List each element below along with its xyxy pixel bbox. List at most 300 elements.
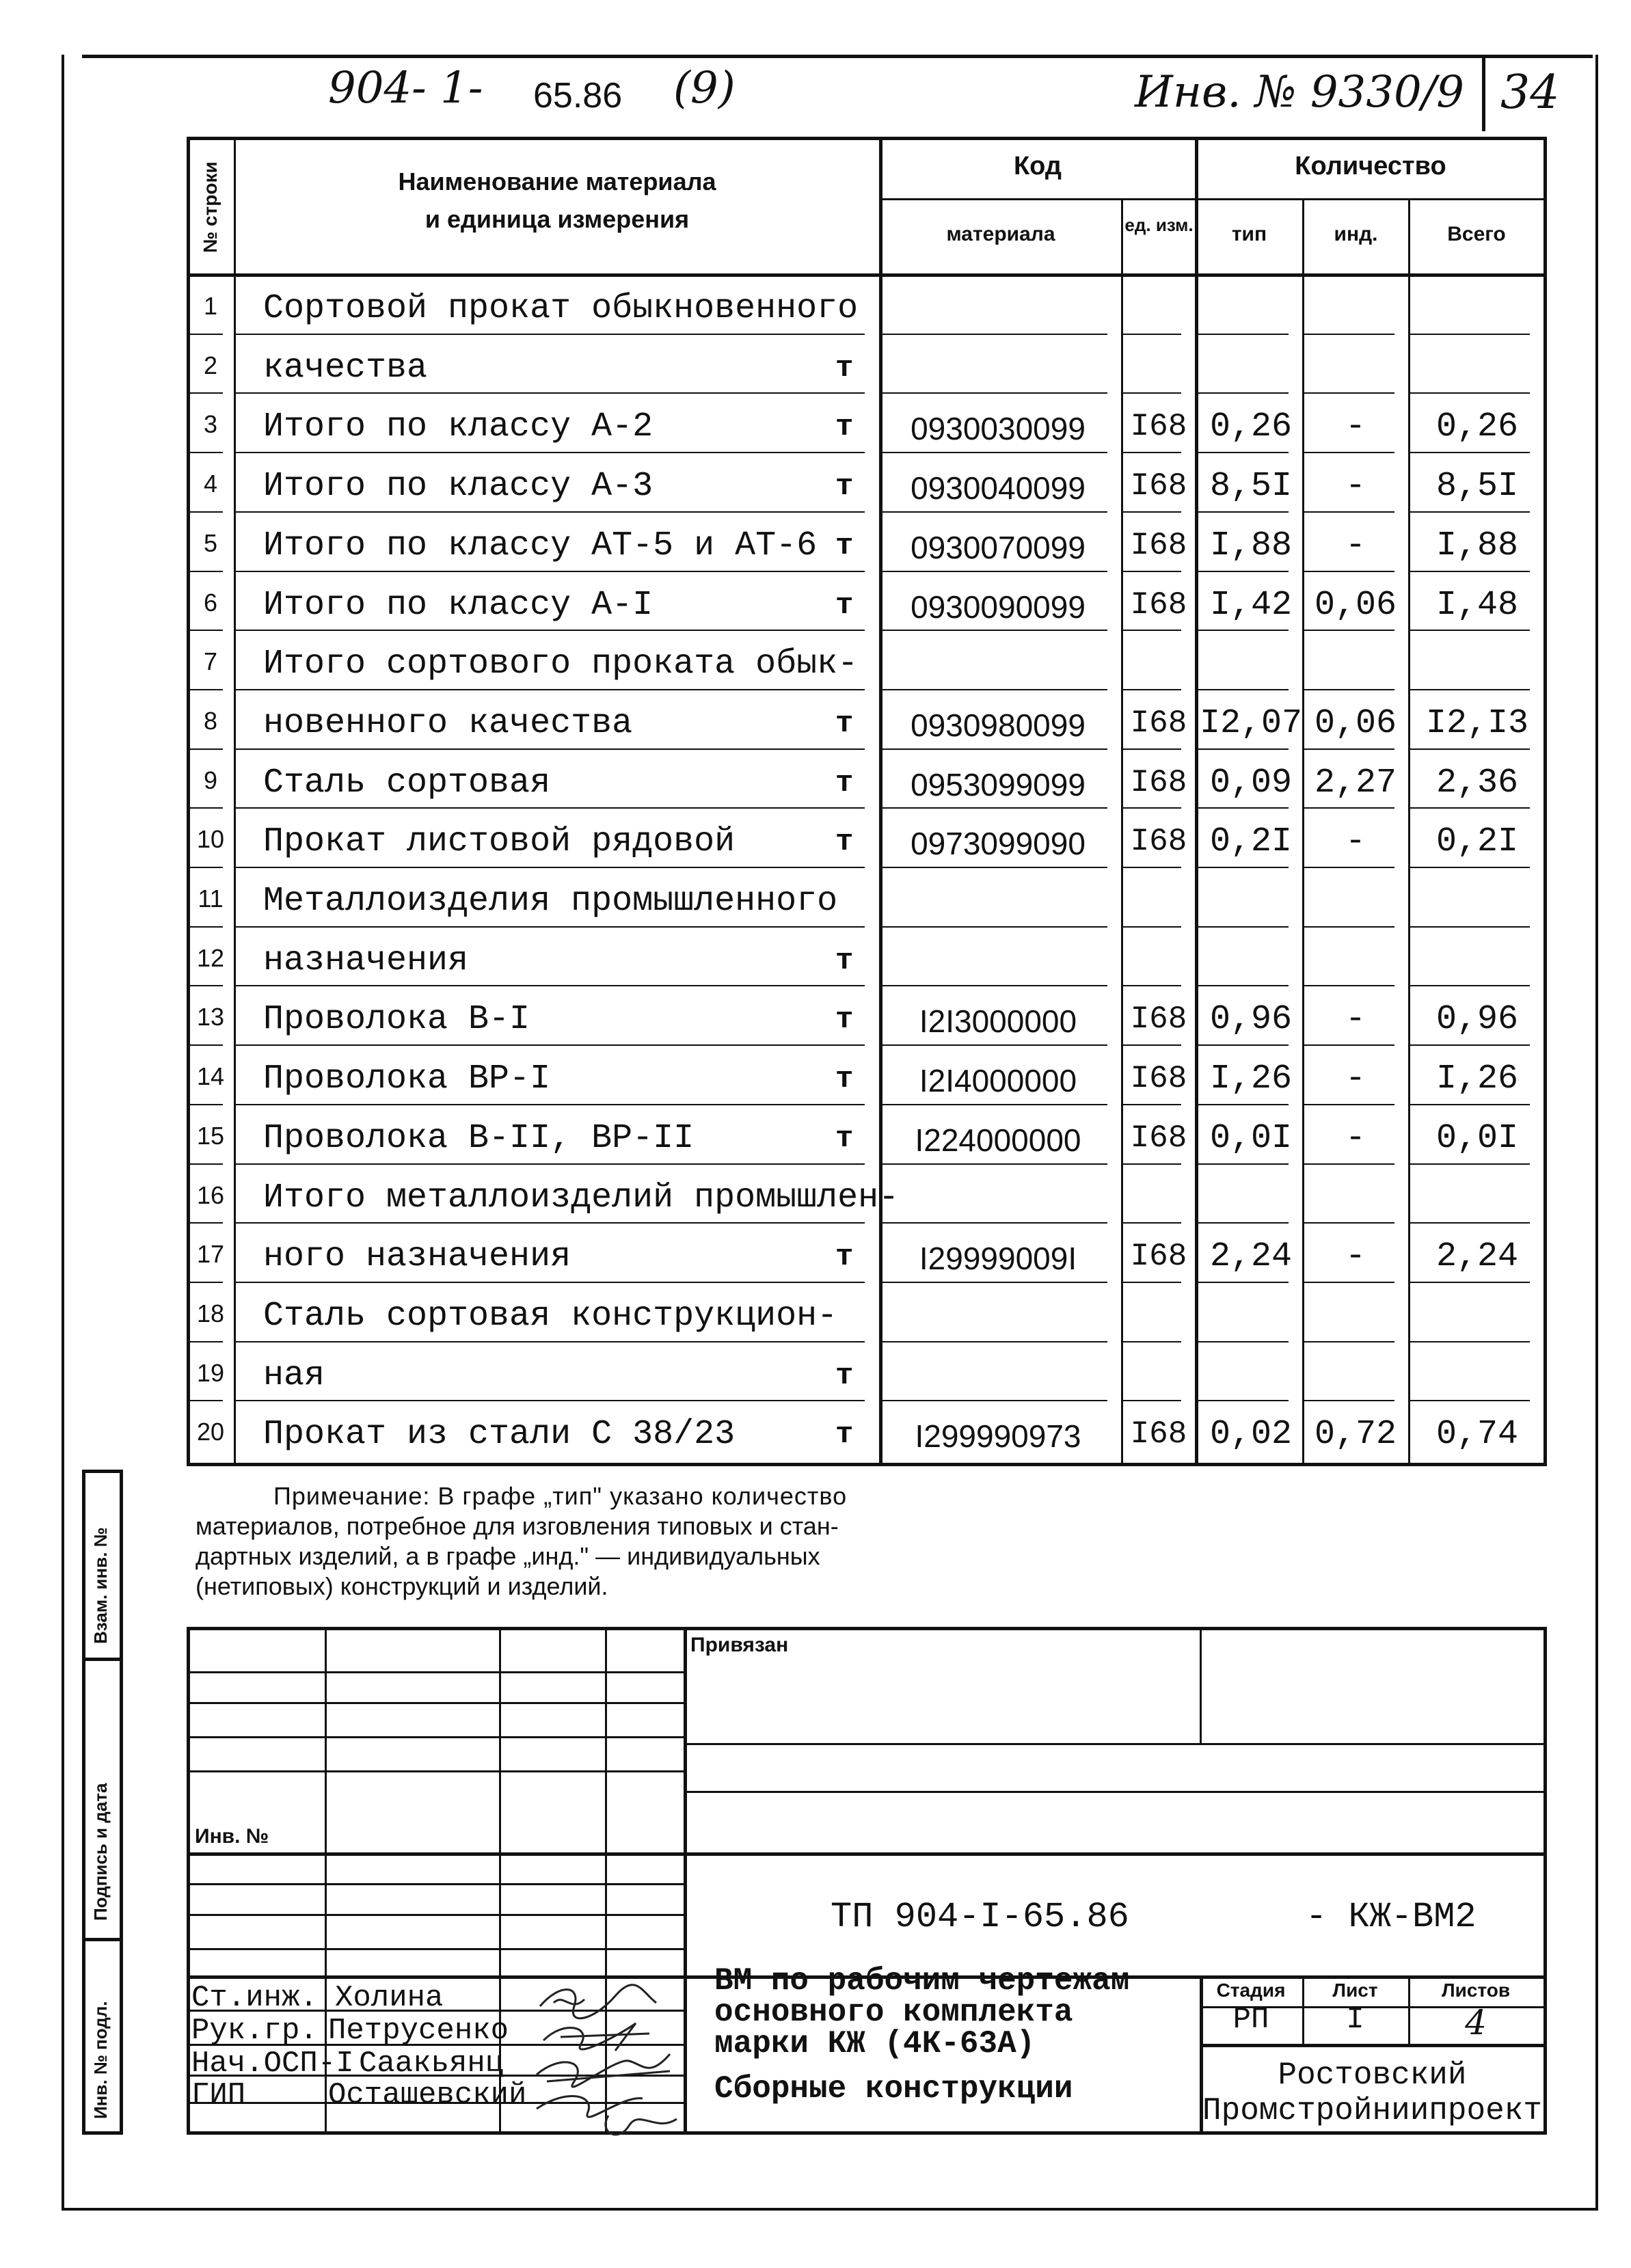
qty-total: I,88 xyxy=(1435,526,1519,565)
unit-code: I68 xyxy=(1130,1120,1187,1156)
row-separator xyxy=(882,689,1107,690)
row-number: 19 xyxy=(196,1358,225,1387)
row-number: 13 xyxy=(196,1003,225,1031)
material-code: 0973099090 xyxy=(911,826,1086,862)
side-strip-bottom xyxy=(82,2131,123,2135)
qty-ind: 0,06 xyxy=(1314,703,1397,743)
unit-of-measure: т xyxy=(835,1240,854,1275)
unit-of-measure: т xyxy=(835,766,854,800)
row-number: 2 xyxy=(203,351,218,379)
row-number: 8 xyxy=(203,706,218,735)
row-separator xyxy=(236,1222,865,1224)
title-line3: марки КЖ (4К-63А) xyxy=(714,2026,1036,2062)
row-separator xyxy=(189,452,223,453)
qty-typ: 0,2I xyxy=(1209,822,1293,862)
row-separator xyxy=(189,807,223,809)
row-separator xyxy=(882,452,1107,453)
person-name: Саакьянц xyxy=(359,2047,504,2081)
stamp-top xyxy=(187,1627,1547,1630)
row-separator xyxy=(1304,1044,1394,1046)
material-name: Итого по классу А-3 xyxy=(263,467,653,507)
title-line4: Сборные конструкции xyxy=(714,2071,1073,2107)
qty-total: 0,26 xyxy=(1435,407,1519,447)
material-code: 0930070099 xyxy=(911,529,1086,565)
row-separator xyxy=(1304,511,1394,513)
stage-value: РП xyxy=(1232,2003,1269,2037)
privyazan-line2 xyxy=(684,1791,1545,1793)
row-separator xyxy=(1410,1044,1530,1046)
row-separator xyxy=(189,985,223,986)
qty-ind: - xyxy=(1345,1237,1366,1277)
row-separator xyxy=(1410,1104,1530,1105)
qty-ind: - xyxy=(1345,822,1366,862)
row-number: 15 xyxy=(196,1121,225,1150)
qty-typ: 0,96 xyxy=(1209,1000,1293,1040)
unit-code: I68 xyxy=(1130,764,1187,800)
material-code: I29999009I xyxy=(919,1241,1077,1277)
row-separator xyxy=(882,1341,1107,1342)
unit-of-measure: т xyxy=(835,1358,854,1393)
qty-ind: - xyxy=(1345,1000,1366,1040)
row-separator xyxy=(189,1282,223,1283)
row-separator xyxy=(1197,392,1289,394)
row-separator xyxy=(882,867,1107,868)
unit-code: I68 xyxy=(1130,468,1187,504)
row-separator xyxy=(1123,1222,1181,1224)
note-line1: Примечание: В графе „тип" указано количество xyxy=(273,1482,848,1510)
row-separator xyxy=(189,571,223,572)
row-separator xyxy=(236,630,865,631)
material-code: 0953099099 xyxy=(911,766,1086,802)
ind-header: инд. xyxy=(1334,223,1378,245)
note-line2: материалов, потребное для изговления типовых и стан- xyxy=(196,1512,839,1540)
row-separator xyxy=(1197,807,1289,809)
row-separator xyxy=(1410,1222,1530,1224)
row-separator xyxy=(1123,452,1181,453)
row-separator xyxy=(236,926,865,928)
inv-podl-label: Инв. № подл. xyxy=(90,2001,111,2119)
doc-number-prefix: 904- 1- xyxy=(328,63,483,113)
col-sep-rownum xyxy=(234,137,236,1463)
title-line1: ВМ по рабочим чертежам xyxy=(714,1963,1130,1999)
row-separator xyxy=(1123,926,1181,928)
qty-ind: 0,72 xyxy=(1314,1415,1397,1455)
row-separator xyxy=(1304,985,1394,986)
sheet-label: Лист xyxy=(1332,1980,1378,2001)
stamp-row-line xyxy=(187,1883,684,1885)
row-separator xyxy=(189,511,223,513)
material-name: Итого металлоизделий промышлен- xyxy=(263,1178,900,1217)
qty-typ: I,88 xyxy=(1209,526,1293,565)
qty-ind: - xyxy=(1345,1059,1366,1099)
table-bottom-border xyxy=(187,1463,1547,1466)
person-name: Холина xyxy=(335,1981,444,2015)
material-name: Сталь сортовая xyxy=(263,763,551,802)
row-separator xyxy=(882,392,1107,394)
row-separator xyxy=(189,1163,223,1165)
row-separator xyxy=(189,1341,223,1342)
qty-typ: 0,0I xyxy=(1209,1118,1293,1158)
person-role: Рук.гр. xyxy=(191,2014,318,2048)
row-separator xyxy=(1197,1104,1289,1105)
row-separator xyxy=(1197,689,1289,690)
row-number: 16 xyxy=(196,1180,225,1209)
stamp-row-line xyxy=(187,1671,684,1673)
material-name: Итого сортового проката обык- xyxy=(263,645,859,684)
row-separator xyxy=(1410,511,1530,513)
person-name: Осташевский xyxy=(328,2078,527,2112)
name-header-line1: Наименование материала xyxy=(398,167,716,195)
material-code: I299990973 xyxy=(915,1418,1081,1455)
qty-total: 0,0I xyxy=(1435,1118,1519,1158)
row-separator xyxy=(1410,985,1530,986)
person-role: Нач.ОСП-I xyxy=(191,2047,354,2081)
row-separator xyxy=(1304,1222,1394,1224)
row-separator xyxy=(1410,1282,1530,1283)
material-name: Прокат из стали С 38/23 xyxy=(263,1415,736,1455)
row-separator xyxy=(236,867,865,868)
row-separator xyxy=(1304,689,1394,690)
row-separator xyxy=(882,748,1107,750)
row-separator xyxy=(189,392,223,394)
row-separator xyxy=(236,571,865,572)
material-name: Проволока ВР-I xyxy=(263,1059,551,1099)
unit-of-measure: т xyxy=(835,1003,854,1038)
qty-ind: - xyxy=(1345,467,1366,507)
material-name: Прокат листовой рядовой xyxy=(263,822,736,862)
total-header: Всего xyxy=(1447,223,1506,245)
row-separator xyxy=(1304,926,1394,928)
row-number: 5 xyxy=(203,528,218,557)
unit-code: I68 xyxy=(1130,527,1187,563)
row-number: 11 xyxy=(198,885,224,913)
qty-typ: 0,09 xyxy=(1209,763,1293,802)
row-separator xyxy=(1304,748,1394,750)
stamp-col4 xyxy=(684,1627,687,2133)
row-separator xyxy=(189,748,223,750)
row-number: 4 xyxy=(203,470,218,498)
sheet-number: 34 xyxy=(1500,66,1560,120)
qty-typ: 0,02 xyxy=(1209,1415,1293,1455)
material-name: Итого по классу А-I xyxy=(263,585,653,625)
row-separator xyxy=(189,867,223,868)
row-separator xyxy=(236,807,865,809)
row-separator xyxy=(236,1104,865,1105)
row-separator xyxy=(189,630,223,631)
unit-of-measure: т xyxy=(835,410,854,445)
header-bottom-border xyxy=(187,273,1547,277)
row-number: 9 xyxy=(203,766,218,794)
row-separator xyxy=(1197,926,1289,928)
podpis-data-label: Подпись и дата xyxy=(90,1783,111,1921)
row-separator xyxy=(1197,630,1289,631)
row-separator xyxy=(236,334,865,335)
unit-code: I68 xyxy=(1130,824,1187,860)
row-separator xyxy=(1197,1400,1289,1401)
row-separator xyxy=(1197,334,1289,335)
row-number-header: № строки xyxy=(200,161,221,253)
row-separator xyxy=(1410,630,1530,631)
row-separator xyxy=(236,511,865,513)
row-number: 18 xyxy=(196,1299,225,1327)
material-name: Металлоизделия промышленного xyxy=(263,882,838,921)
row-separator xyxy=(236,1163,865,1165)
unit-of-measure: т xyxy=(835,351,854,386)
qty-typ: 8,5I xyxy=(1209,467,1293,507)
qty-typ: I,42 xyxy=(1209,585,1293,625)
row-separator xyxy=(1123,630,1181,631)
qty-total: I,26 xyxy=(1435,1059,1519,1099)
row-separator xyxy=(1123,748,1181,750)
row-separator xyxy=(882,1282,1107,1283)
row-number: 17 xyxy=(196,1240,225,1269)
row-separator xyxy=(882,334,1107,335)
row-separator xyxy=(882,807,1107,809)
stage-line2 xyxy=(1200,2044,1545,2047)
doc-mark: - КЖ-ВМ2 xyxy=(1306,1897,1477,1937)
row-separator xyxy=(1410,748,1530,750)
row-separator xyxy=(1410,807,1530,809)
row-separator xyxy=(1410,334,1530,335)
qty-total: I2,I3 xyxy=(1425,703,1529,743)
row-separator xyxy=(236,392,865,394)
qty-total: 2,36 xyxy=(1435,763,1519,802)
unit-code: I68 xyxy=(1130,1416,1187,1453)
row-number: 7 xyxy=(203,647,218,676)
qty-total: 2,24 xyxy=(1435,1237,1519,1277)
material-name: Итого по классу А-2 xyxy=(263,407,653,447)
row-separator xyxy=(882,571,1107,572)
row-separator xyxy=(882,1222,1107,1224)
sheet-number-divider xyxy=(1482,56,1485,131)
unit-of-measure: т xyxy=(835,528,854,563)
row-separator xyxy=(1197,748,1289,750)
qty-typ: I,26 xyxy=(1209,1059,1293,1099)
material-code: I2I3000000 xyxy=(919,1003,1077,1040)
qty-typ: 2,24 xyxy=(1209,1237,1293,1277)
qty-ind: 2,27 xyxy=(1314,763,1397,802)
row-separator xyxy=(1304,807,1394,809)
stamp-row-line xyxy=(187,1702,684,1704)
unit-code: I68 xyxy=(1130,409,1187,445)
qty-total: 0,74 xyxy=(1435,1415,1519,1455)
side-strip-top xyxy=(82,1470,123,1473)
row-separator xyxy=(1123,511,1181,513)
signatures-graphic xyxy=(533,1979,684,2150)
material-code: 0930040099 xyxy=(911,470,1086,507)
row-separator xyxy=(882,1044,1107,1046)
vzam-inv-label: Взам. инв. № xyxy=(90,1527,111,1644)
unit-code: I68 xyxy=(1130,1061,1187,1097)
row-separator xyxy=(1123,689,1181,690)
row-separator xyxy=(882,1400,1107,1401)
material-code-header: материала xyxy=(946,223,1055,245)
row-separator xyxy=(1410,392,1530,394)
row-separator xyxy=(1304,1282,1394,1283)
unit-of-measure: т xyxy=(835,825,854,860)
row-separator xyxy=(1304,1341,1394,1342)
material-code: 0930980099 xyxy=(911,707,1086,743)
material-name: Проволока В-I xyxy=(263,1000,530,1040)
row-separator xyxy=(1304,1104,1394,1105)
row-separator xyxy=(189,926,223,928)
row-number: 1 xyxy=(203,292,218,320)
unit-code: I68 xyxy=(1130,1239,1187,1275)
unit-of-measure: т xyxy=(835,1418,854,1453)
sheets-label: Листов xyxy=(1441,1980,1511,2001)
row-separator xyxy=(1197,1044,1289,1046)
person-name: Петрусенко xyxy=(328,2014,509,2048)
stamp-row-line xyxy=(187,1852,1547,1856)
title-line2: основного комплекта xyxy=(714,1995,1073,2030)
unit-code: I68 xyxy=(1130,705,1187,741)
sheet-value: I xyxy=(1346,2003,1364,2037)
row-separator xyxy=(1197,1341,1289,1342)
material-name: ного назначения xyxy=(263,1237,571,1277)
material-name: Сталь сортовая конструкцион- xyxy=(263,1296,838,1336)
code-header: Код xyxy=(1013,152,1062,180)
unit-code: I68 xyxy=(1130,586,1187,623)
row-separator xyxy=(1410,1400,1530,1401)
unit-of-measure: т xyxy=(835,1121,854,1156)
row-number: 12 xyxy=(196,943,225,972)
table-top-border xyxy=(187,137,1547,140)
stamp-row-line xyxy=(187,1736,684,1738)
unit-of-measure: т xyxy=(835,470,854,504)
privyazan-line xyxy=(684,1743,1545,1745)
note-line4: (нетиповых) конструкций и изделий. xyxy=(196,1572,608,1600)
privyazan-label: Привязан xyxy=(690,1634,789,1656)
row-separator xyxy=(1123,392,1181,394)
unit-code: I68 xyxy=(1130,1001,1187,1038)
row-separator xyxy=(1410,689,1530,690)
row-separator xyxy=(1197,867,1289,868)
inventory-number: Инв. № 9330/9 xyxy=(1135,67,1464,118)
frame-top-line xyxy=(82,55,1593,58)
row-separator xyxy=(1410,926,1530,928)
row-separator xyxy=(1304,630,1394,631)
row-separator xyxy=(1197,1222,1289,1224)
qty-total: I,48 xyxy=(1435,585,1519,625)
material-code: I2I4000000 xyxy=(919,1063,1077,1099)
row-separator xyxy=(882,1104,1107,1105)
row-separator xyxy=(1123,1400,1181,1401)
row-separator xyxy=(189,1222,223,1224)
row-separator xyxy=(1197,571,1289,572)
row-separator xyxy=(236,452,865,453)
row-separator xyxy=(236,689,865,690)
row-separator xyxy=(1304,571,1394,572)
row-separator xyxy=(189,334,223,335)
qty-typ: 0,26 xyxy=(1209,407,1293,447)
col-sep-name xyxy=(879,137,882,1463)
row-separator xyxy=(236,985,865,986)
row-separator xyxy=(1304,1400,1394,1401)
material-name: качества xyxy=(263,348,428,388)
material-name: ная xyxy=(263,1355,325,1395)
row-separator xyxy=(1410,1163,1530,1165)
side-strip-outer xyxy=(82,1470,85,2133)
material-name: новенного качества xyxy=(263,703,633,743)
row-separator xyxy=(1123,1341,1181,1342)
side-strip-inner xyxy=(120,1470,123,2133)
side-strip-sep1 xyxy=(82,1658,123,1661)
col-sep-code xyxy=(1121,198,1123,1463)
inv-no-label: Инв. № xyxy=(195,1825,269,1848)
row-separator xyxy=(1197,452,1289,453)
row-separator xyxy=(1304,867,1394,868)
row-separator xyxy=(189,1104,223,1105)
quantity-header: Количество xyxy=(1295,152,1446,180)
typ-header: тип xyxy=(1231,223,1267,245)
row-separator xyxy=(189,689,223,690)
row-separator xyxy=(1123,571,1181,572)
row-separator xyxy=(1410,571,1530,572)
material-name: Проволока В-II, ВР-II xyxy=(263,1118,695,1158)
doc-number-suffix: (9) xyxy=(673,63,736,113)
row-separator xyxy=(1304,334,1394,335)
row-separator xyxy=(1123,985,1181,986)
person-role: ГИП xyxy=(191,2078,246,2112)
row-separator xyxy=(882,511,1107,513)
row-separator xyxy=(1123,807,1181,809)
row-number: 20 xyxy=(196,1418,225,1446)
stamp-right xyxy=(1544,1627,1547,2133)
qty-total: 8,5I xyxy=(1435,467,1519,507)
material-code: 0930090099 xyxy=(911,589,1086,625)
row-separator xyxy=(1304,452,1394,453)
header-sub-line xyxy=(879,198,1546,200)
doc-code: ТП 904-I-65.86 xyxy=(831,1897,1129,1937)
stamp-row-line xyxy=(187,1948,684,1950)
row-separator xyxy=(882,630,1107,631)
col-sep-unit xyxy=(1195,137,1198,1463)
stamp-row-line xyxy=(187,1770,684,1772)
row-separator xyxy=(236,1282,865,1283)
qty-ind: 0,06 xyxy=(1314,585,1397,625)
row-number: 3 xyxy=(203,410,218,439)
row-separator xyxy=(1304,392,1394,394)
row-separator xyxy=(1123,1163,1181,1165)
row-separator xyxy=(1304,1163,1394,1165)
row-separator xyxy=(882,985,1107,986)
table-right-border xyxy=(1544,137,1547,1463)
material-code: 0930030099 xyxy=(911,411,1086,447)
row-separator xyxy=(1410,867,1530,868)
material-name: Итого по классу АТ-5 и АТ-6 xyxy=(263,526,818,565)
person-role: Ст.инж. xyxy=(191,1981,318,2015)
row-number: 14 xyxy=(196,1062,225,1091)
row-separator xyxy=(1410,1341,1530,1342)
row-separator xyxy=(236,1400,865,1401)
qty-typ: I2,07 xyxy=(1200,703,1303,743)
row-number: 6 xyxy=(203,588,218,617)
row-separator xyxy=(882,926,1107,928)
qty-ind: - xyxy=(1345,407,1366,447)
qty-total: 0,96 xyxy=(1435,1000,1519,1040)
row-separator xyxy=(882,1163,1107,1165)
row-separator xyxy=(1123,1044,1181,1046)
unit-code-header: ед. изм. xyxy=(1124,215,1194,235)
material-name: Сортовой прокат обыкновенного xyxy=(263,289,859,328)
row-separator xyxy=(236,1044,865,1046)
stamp-row-line xyxy=(187,1914,684,1916)
stamp-bottom xyxy=(187,2131,1547,2135)
row-separator xyxy=(1123,1282,1181,1283)
privyazan-divider xyxy=(1200,1627,1202,1743)
unit-of-measure: т xyxy=(835,706,854,741)
name-header-line2: и единица измерения xyxy=(424,205,690,233)
